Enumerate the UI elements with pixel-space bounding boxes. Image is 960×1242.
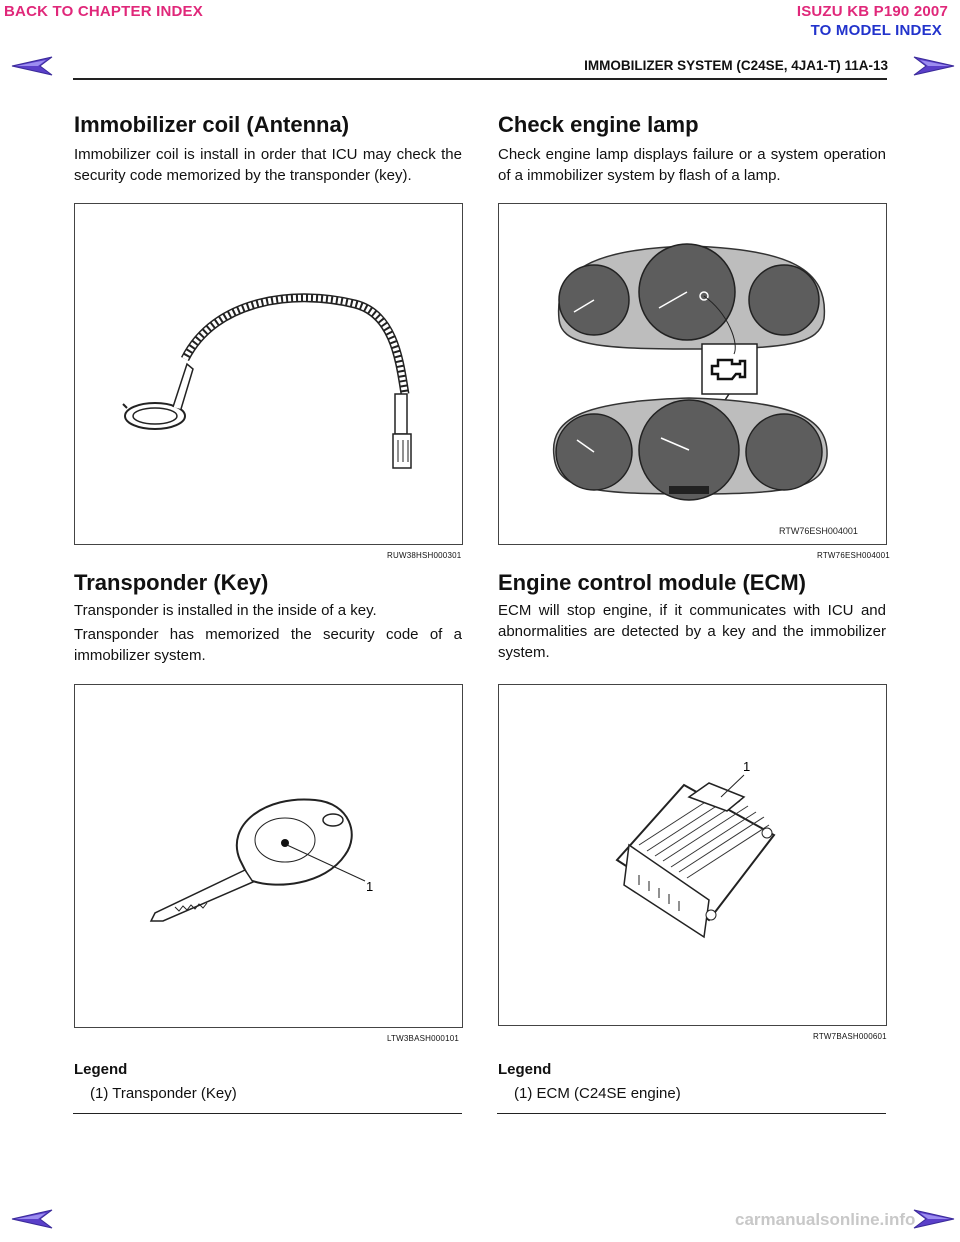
header-rule (73, 78, 887, 80)
ecm-figure (498, 684, 887, 1026)
bottom-previous-page-arrow-icon[interactable] (10, 1208, 54, 1230)
ecm-section-title: Engine control module (ECM) (498, 570, 806, 595)
ecm-figure-code: RTW7BASH000601 (813, 1032, 887, 1041)
ecm-legend-item: (1) ECM (C24SE engine) (514, 1085, 681, 1102)
ecm-illustration (499, 685, 886, 1025)
transponder-body-1: Transponder is installed in the inside of a key. (74, 602, 377, 619)
bottom-next-page-arrow-icon[interactable] (912, 1208, 956, 1230)
antenna-figure (74, 203, 463, 545)
previous-page-arrow-icon[interactable] (10, 55, 54, 77)
antenna-section-body: Immobilizer coil is install in order that ICU may check the security code memorized by the transponder (key). (74, 146, 462, 184)
lamp-figure-code: RTW76ESH004001 (817, 551, 890, 560)
lamp-section-body: Check engine lamp displays failure or a system operation of a immobilizer system by flash of a lamp. (498, 146, 886, 184)
transponder-figure (74, 684, 463, 1028)
immobilizer-coil-illustration (75, 204, 462, 544)
ecm-legend-title: Legend (498, 1061, 552, 1078)
transponder-callout: 1 (366, 879, 374, 894)
ecm-callout: 1 (743, 759, 751, 774)
next-page-arrow-icon[interactable] (912, 55, 956, 77)
antenna-figure-code: RUW38HSH000301 (387, 551, 462, 560)
right-column-end-rule (497, 1113, 886, 1114)
lamp-section-title: Check engine lamp (498, 112, 699, 137)
running-header: IMMOBILIZER SYSTEM (C24SE, 4JA1-T) 11A-13 (584, 58, 888, 73)
instrument-cluster-illustration (499, 204, 886, 544)
transponder-figure-code: LTW3BASH000101 (387, 1034, 460, 1043)
transponder-section-title: Transponder (Key) (74, 570, 269, 595)
watermark: carmanualsonline.info (735, 1210, 916, 1229)
lamp-figure (498, 203, 887, 545)
lamp-figure-inner-code: RTW76ESH004001 (779, 526, 858, 536)
ecm-section-body: ECM will stop engine, if it communicates with ICU and abnormalities are detected by a key and the immobilizer system. (498, 602, 886, 661)
back-to-chapter-index-link[interactable]: BACK TO CHAPTER INDEX (4, 3, 203, 20)
antenna-section-title: Immobilizer coil (Antenna) (74, 112, 350, 137)
model-name-link[interactable]: ISUZU KB P190 2007 (796, 3, 948, 20)
to-model-index-link[interactable]: TO MODEL INDEX (810, 22, 942, 39)
left-column-end-rule (73, 1113, 462, 1114)
transponder-legend-title: Legend (74, 1061, 128, 1078)
key-illustration (75, 685, 462, 1027)
transponder-legend-item: (1) Transponder (Key) (90, 1085, 237, 1102)
transponder-body-2: Transponder has memorized the security code of a immobilizer system. (74, 626, 462, 664)
